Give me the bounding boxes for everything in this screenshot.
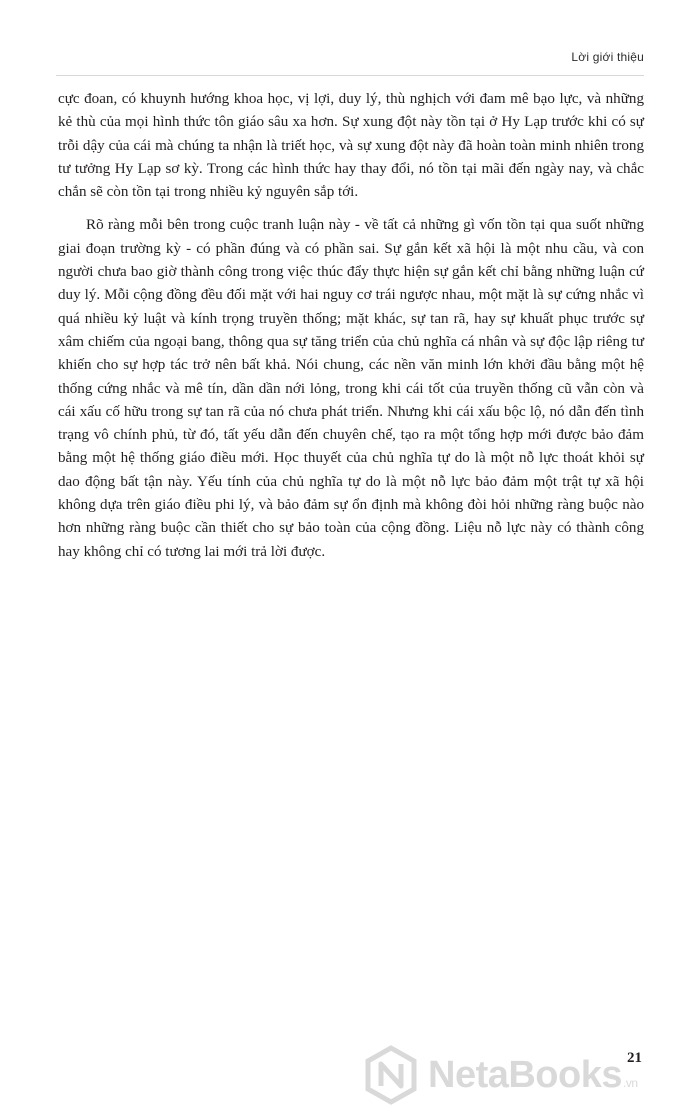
page-number: 21	[627, 1050, 642, 1066]
page-body	[58, 88, 644, 574]
watermark	[360, 1040, 700, 1110]
paragraph-continued: cực đoan, có khuynh hướng khoa học, vị lợi, duy lý, thù nghịch với đam mê bạo lực, và những kẻ thù của mọi hình thức tôn giáo sâu xa hơn. Sự xung đột này tồn tại ở Hy Lạp trước khi có sự trỗi dậy của cái mà chúng ta nhận là triết học, và sự xung đột này đã hoàn toàn minh nhiên trong tư tưởng Hy Lạp sơ kỳ. Trong các hình thức hay thay đổi, nó tồn tại mãi đến ngày nay, và chắc chắn sẽ còn tồn tại trong nhiều kỷ nguyên sắp tới.	[58, 91, 644, 201]
watermark-brand-name: NetaBooks	[428, 1053, 622, 1096]
running-header: Lời giới thiệu	[571, 50, 644, 64]
watermark-brand	[428, 1054, 638, 1097]
paragraph: Rõ ràng mỗi bên trong cuộc tranh luận này - về tất cả những gì vốn tồn tại qua suốt những giai đoạn trường kỳ - có phần đúng và có phần sai. Sự gắn kết xã hội là một nhu cầu, và con người chưa bao giờ thành công trong việc thúc đẩy thực hiện sự gắn kết chỉ bằng những luận cứ duy lý. Mỗi cộng đồng đều đối mặt với hai nguy cơ trái ngược nhau, một mặt là sự cứng nhắc vì quá nhiều kỷ luật và kính trọng truyền thống; mặt khác, sự tan rã, hay sự khuất phục trước sự xâm chiếm của ngoại bang, thông qua sự tăng triển của chủ nghĩa cá nhân và sự độc lập riêng tư khiến cho sự hợp tác trở nên bất khả. Nói chung, các nền văn minh lớn khởi đầu bằng một hệ thống cứng nhắc và mê tín, dần dần nới lỏng, trong khi cái tốt của truyền thống cũ vẫn còn và cái xấu cố hữu trong sự tan rã của nó chưa phát triển. Nhưng khi cái xấu bộc lộ, nó dẫn đến tình trạng vô chính phủ, từ đó, tất yếu dẫn đến chuyên chế, tạo ra một tổng hợp mới được bảo đảm bằng một hệ thống giáo điều mới. Học thuyết của chủ nghĩa tự do là một nỗ lực thoát khỏi sự dao động bất tận này. Yếu tính của chủ nghĩa tự do là một nỗ lực bảo đảm một trật tự xã hội không dựa trên giáo điều phi lý, và bảo đảm sự ổn định mà không đòi hỏi những ràng buộc nào hơn những ràng buộc cần thiết cho sự bảo toàn của cộng đồng. Liệu nỗ lực này có thành công hay không chỉ có tương lai mới trả lời được.	[58, 217, 644, 560]
watermark-domain-suffix: .vn	[623, 1075, 638, 1090]
neta-logo-icon	[360, 1044, 422, 1106]
header-divider	[56, 75, 644, 76]
